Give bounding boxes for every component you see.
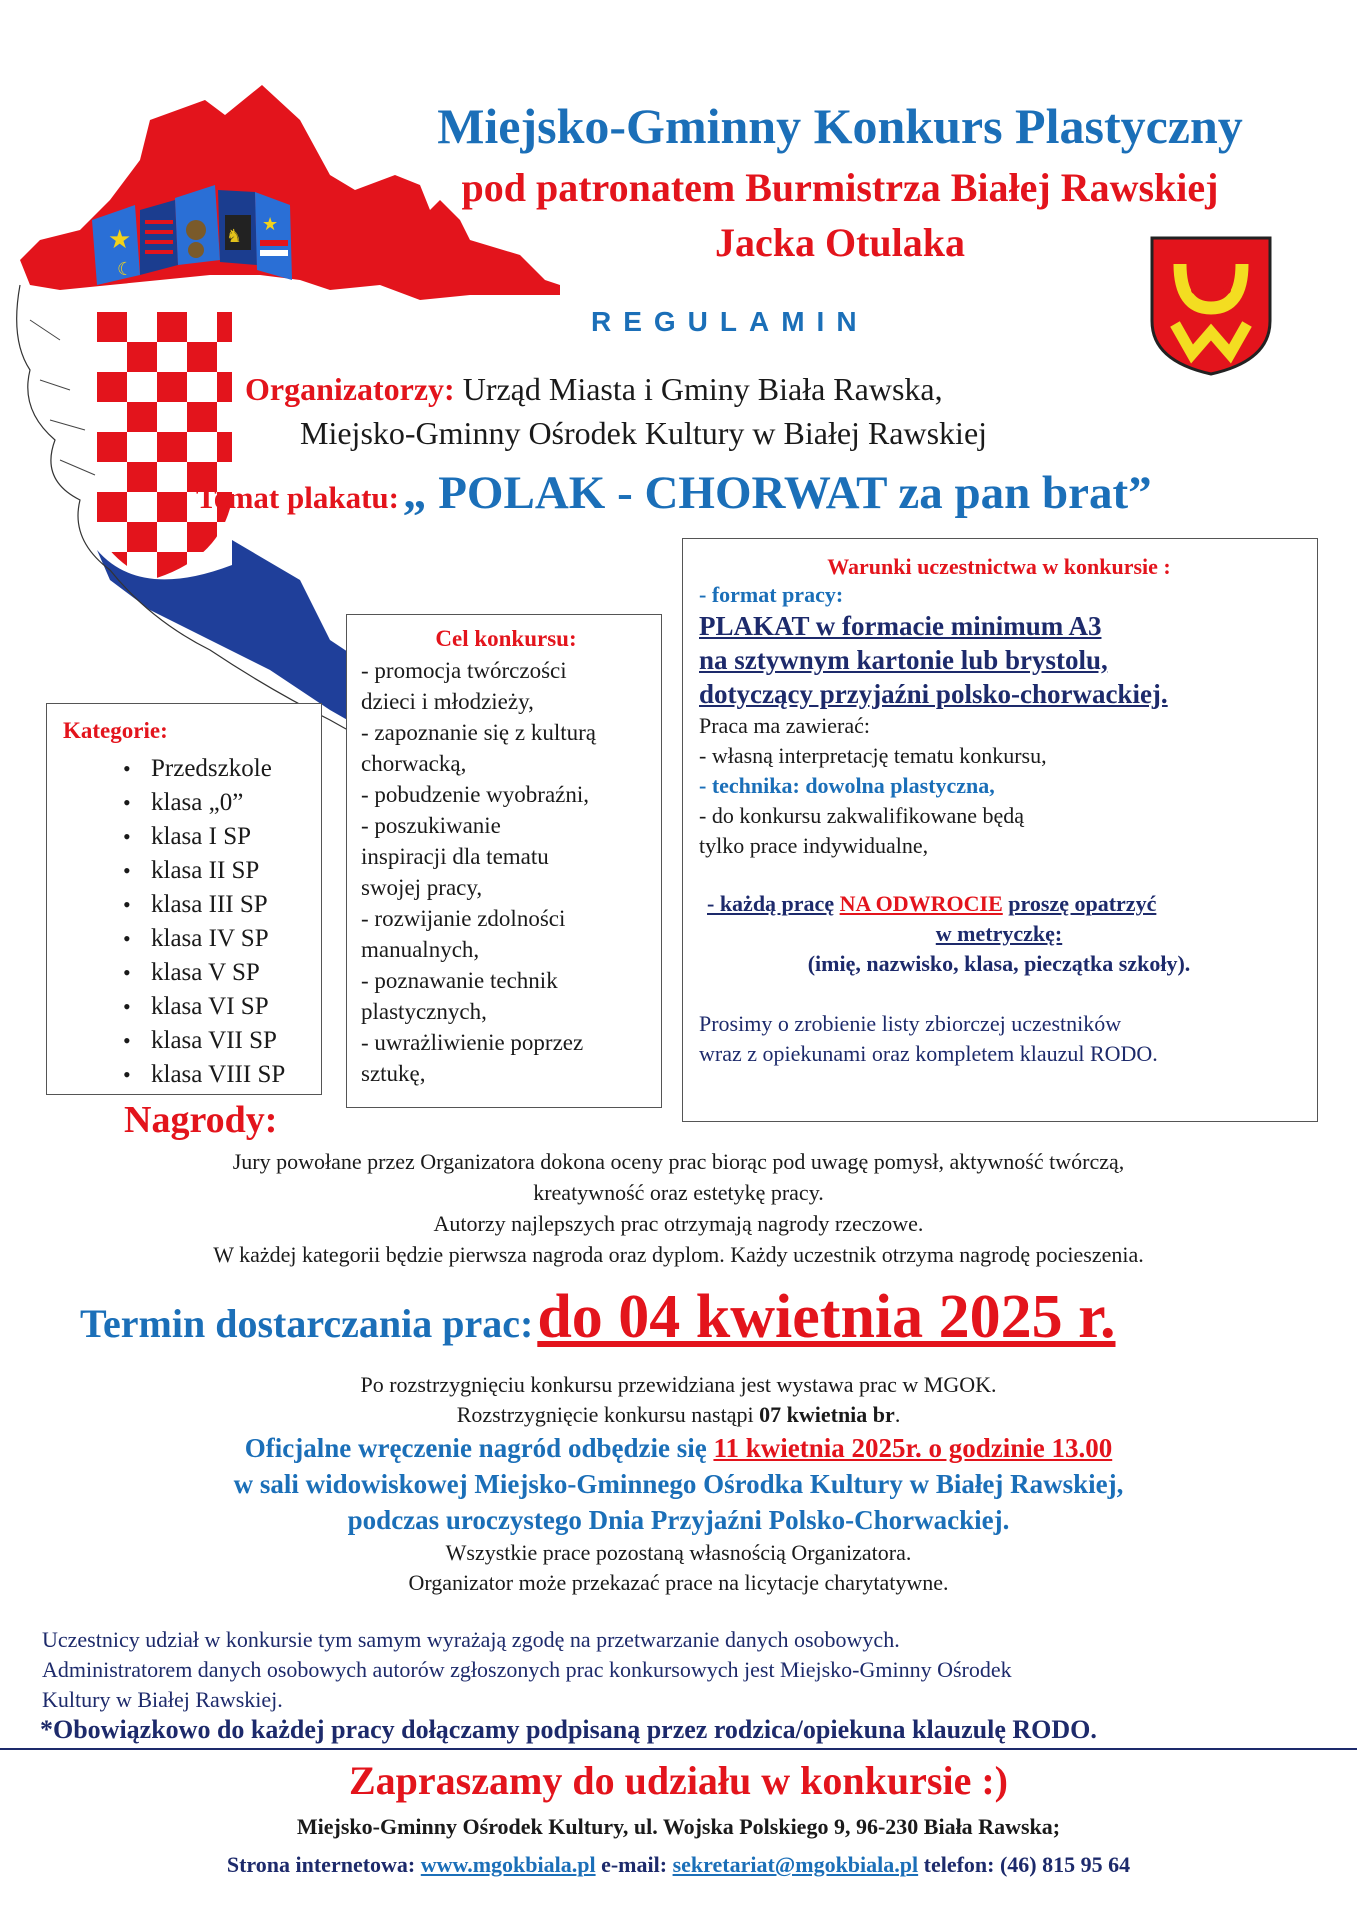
svg-text:★: ★ xyxy=(262,214,279,235)
page-title: Miejsko-Gminny Konkurs Plastyczny xyxy=(437,98,1243,154)
phone-number: (46) 815 95 64 xyxy=(999,1852,1131,1877)
prizes-line: Autorzy najlepszych prac otrzymają nagrody rzeczowe. xyxy=(433,1211,924,1236)
goal-line: dzieci i młodzieży, xyxy=(361,689,534,714)
svg-text:☾: ☾ xyxy=(117,259,134,280)
list-line-1: Prosimy o zrobienie listy zbiorczej uczestników xyxy=(699,1011,1122,1036)
goal-box xyxy=(346,614,662,1108)
goal-line: plastycznych, xyxy=(361,999,487,1024)
gdpr-line: Administratorem danych osobowych autorów zgłoszonych prac konkursowych jest Miejsko-Gminny Ośrodek xyxy=(42,1657,1012,1682)
category-item: • klasa I SP xyxy=(63,820,321,854)
organizers-line-1: Urząd Miasta i Gminy Biała Rawska, xyxy=(462,371,943,407)
prizes-line: Jury powołane przez Organizatora dokona oceny prac biorąc pod uwagę pomysł, aktywność twórczą, xyxy=(232,1149,1125,1174)
back-text-3: proszę opatrzyć xyxy=(1008,891,1157,916)
categories-heading: Kategorie: xyxy=(63,718,168,743)
conditions-heading: Warunki uczestnictwa w konkursie : xyxy=(827,554,1171,579)
must-contain: Praca ma zawierać: xyxy=(699,713,870,738)
category-item: • klasa VI SP xyxy=(63,990,321,1024)
deadline xyxy=(80,1282,1115,1353)
format-line: dotyczący przyjaźni polsko-chorwackiej. xyxy=(699,679,1168,709)
prizes-text xyxy=(40,1146,1317,1270)
goal-line: inspiracji dla tematu xyxy=(361,844,549,869)
format-line: na sztywnym kartonie lub brystolu, xyxy=(699,645,1108,675)
web-label: Strona internetowa: xyxy=(226,1852,416,1877)
poster-theme xyxy=(196,466,1152,520)
phone-label: telefon: xyxy=(923,1852,995,1877)
ceremony-line-2: w sali widowiskowej Miejsko-Gminnego Ośrodka Kultury w Białej Rawskiej, xyxy=(233,1469,1124,1499)
results-date-line xyxy=(40,1400,1317,1430)
prizes-line: W każdej kategorii będzie pierwsza nagroda oraz dyplom. Każdy uczestnik otrzyma nagrodę pocieszenia. xyxy=(213,1242,1144,1267)
category-item: • klasa V SP xyxy=(63,956,321,990)
email-label: e-mail: xyxy=(601,1852,668,1877)
results-section xyxy=(40,1370,1317,1598)
own-interpretation: - własną interpretację tematu konkursu, xyxy=(699,743,1047,768)
exhibition-line: Po rozstrzygnięciu konkursu przewidziana jest wystawa prac w MGOK. xyxy=(360,1372,997,1397)
svg-text:★: ★ xyxy=(108,225,132,255)
ceremony-line-3: podczas uroczystego Dnia Przyjaźni Polsko-Chorwackiej. xyxy=(347,1505,1010,1535)
goal-line: - poznawanie technik xyxy=(361,968,558,993)
goal-line: - zapoznanie się z kulturą xyxy=(361,720,596,745)
results-date-text: Rozstrzygnięcie konkursu nastąpi xyxy=(456,1402,754,1427)
back-details: (imię, nazwisko, klasa, pieczątka szkoły). xyxy=(807,951,1191,976)
goal-line: - pobudzenie wyobraźni, xyxy=(361,782,590,807)
goal-heading: Cel konkursu: xyxy=(435,626,577,651)
individual-line-2: tylko prace indywidualne, xyxy=(699,833,929,858)
regulamin-heading: REGULAMIN xyxy=(591,306,869,337)
category-item: • klasa II SP xyxy=(63,854,321,888)
theme-label: Temat plakatu: xyxy=(196,480,399,515)
category-item: • klasa VIII SP xyxy=(63,1058,321,1092)
categories-box xyxy=(46,703,322,1095)
category-item: • klasa „0” xyxy=(63,786,321,820)
goal-line: chorwacką, xyxy=(361,751,467,776)
goal-line: - uwrażliwienie poprzez xyxy=(361,1030,584,1055)
gdpr-line: Uczestnicy udział w konkursie tym samym wyrażają zgodę na przetwarzanie danych osobowych. xyxy=(42,1627,900,1652)
ceremony-line-1 xyxy=(40,1430,1317,1466)
ceremony-date: 11 kwietnia 2025r. o godzinie 13.00 xyxy=(713,1433,1113,1463)
organizers xyxy=(245,368,1145,410)
category-item: • klasa IV SP xyxy=(63,922,321,956)
list-line-2: wraz z opiekunami oraz kompletem klauzul RODO. xyxy=(699,1041,1158,1066)
back-text-2: NA ODWROCIE xyxy=(839,891,1003,916)
results-date-dot: . xyxy=(894,1402,901,1427)
footer-address: Miejsko-Gminny Ośrodek Kultury, ul. Wojska Polskiego 9, 96-230 Biała Rawska; xyxy=(296,1814,1061,1839)
goal-line: swojej pracy, xyxy=(361,875,483,900)
patronage-subtitle: pod patronatem Burmistrza Białej Rawskiej xyxy=(461,165,1219,210)
gdpr-divider xyxy=(0,1748,1357,1750)
categories-list xyxy=(63,752,321,1092)
ceremony-text: Oficjalne wręczenie nagród odbędzie się xyxy=(244,1433,707,1463)
goal-line: manualnych, xyxy=(361,937,480,962)
invite-heading: Zapraszamy do udziału w konkursie :) xyxy=(349,1758,1008,1803)
gdpr-mandatory: *Obowiązkowo do każdej pracy dołączamy podpisaną przez rodzica/opiekuna klauzulę RODO. xyxy=(40,1715,1097,1744)
technique: - technika: dowolna plastyczna, xyxy=(699,773,995,798)
organizers-line-2: Miejsko-Gminny Ośrodek Kultury w Białej Rawskiej xyxy=(300,415,988,451)
email-link[interactable]: sekretariat@mgokbiala.pl xyxy=(672,1852,919,1877)
gdpr-section xyxy=(42,1625,1332,1715)
conditions-box xyxy=(682,538,1318,1122)
svg-text:♞: ♞ xyxy=(226,226,243,247)
patron-name: Jacka Otulaka xyxy=(714,220,966,265)
gdpr-line: Kultury w Białej Rawskiej. xyxy=(42,1687,283,1712)
back-text-1: - każdą pracę xyxy=(707,891,835,916)
format-line: PLAKAT w formacie minimum A3 xyxy=(699,611,1102,641)
category-item: • klasa VII SP xyxy=(63,1024,321,1058)
website-link[interactable]: www.mgokbiala.pl xyxy=(420,1852,596,1877)
individual-line-1: - do konkursu zakwalifikowane będą xyxy=(699,803,1025,828)
category-item: • Przedszkole xyxy=(63,752,321,786)
back-metric: w metryczkę: xyxy=(935,921,1063,946)
charity-line: Organizator może przekazać prace na licytacje charytatywne. xyxy=(408,1570,949,1595)
prizes-line: kreatywność oraz estetykę pracy. xyxy=(533,1180,824,1205)
goal-line: - promocja twórczości xyxy=(361,658,567,683)
organizers-label: Organizatorzy: xyxy=(245,371,455,407)
goal-line: - poszukiwanie xyxy=(361,813,501,838)
back-label-line xyxy=(699,889,1317,919)
theme-value: „ POLAK - CHORWAT za pan brat” xyxy=(402,467,1152,519)
format-label: - format pracy: xyxy=(699,582,844,607)
prizes-heading: Nagrody: xyxy=(124,1099,278,1141)
deadline-value: do 04 kwietnia 2025 r. xyxy=(537,1283,1116,1351)
goal-line: - rozwijanie zdolności xyxy=(361,906,566,931)
footer-contacts xyxy=(0,1850,1357,1880)
results-date: 07 kwietnia br xyxy=(759,1402,895,1427)
property-line: Wszystkie prace pozostaną własnością Organizatora. xyxy=(445,1540,912,1565)
category-item: • klasa III SP xyxy=(63,888,321,922)
goal-line: sztukę, xyxy=(361,1061,426,1086)
deadline-label: Termin dostarczania prac: xyxy=(80,1301,534,1346)
